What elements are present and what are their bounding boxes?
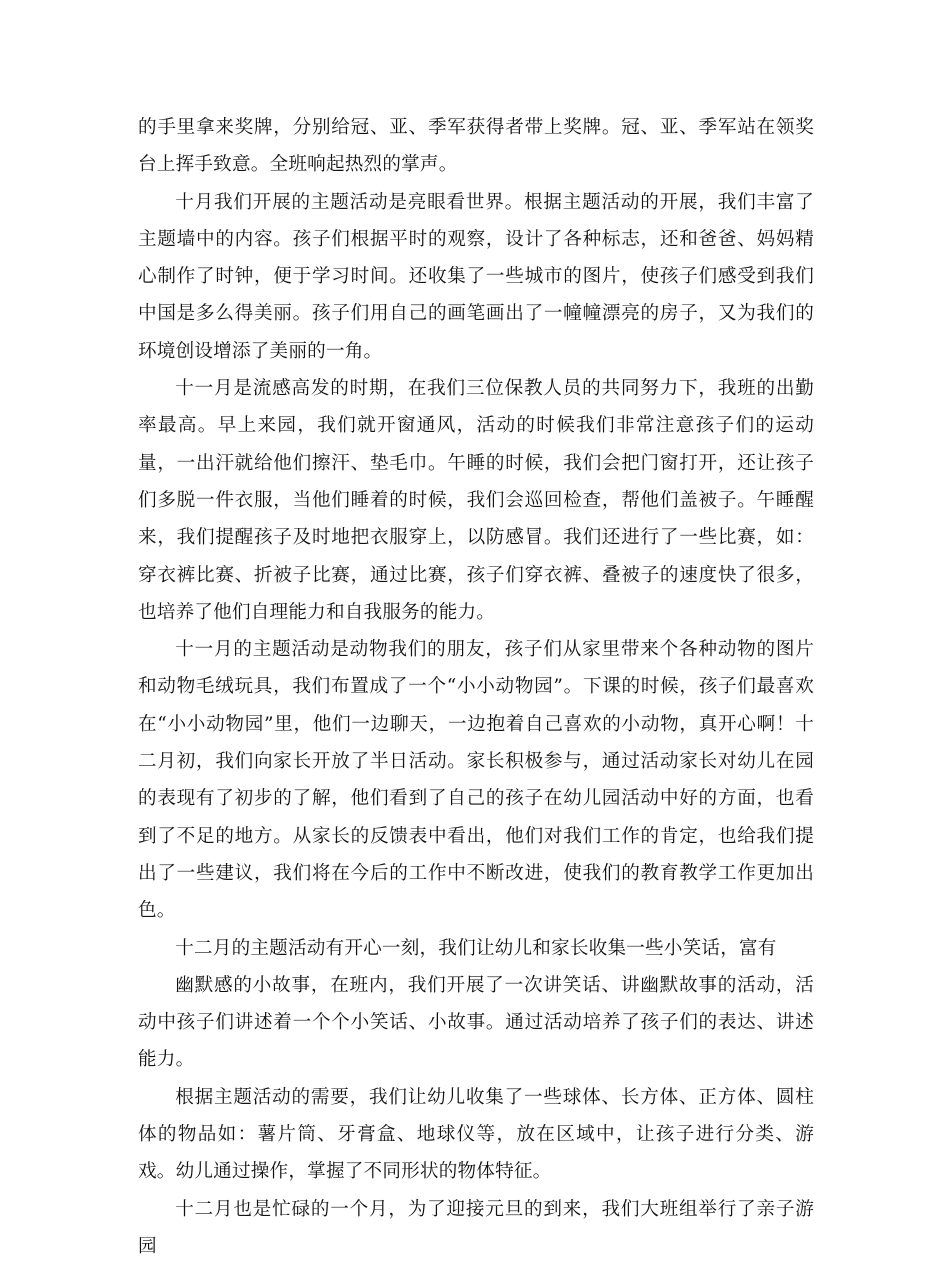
paragraph-december-stories: 幽默感的小故事，在班内，我们开展了一次讲笑话、讲幽默故事的活动，活动中孩子们讲述着一个个小笑话、小故事。通过活动培养了孩子们的表达、讲述能力。	[138, 974, 814, 1071]
document-body	[138, 109, 814, 1265]
paragraph-november-theme: 十一月的主题活动是动物我们的朋友，孩子们从家里带来个各种动物的图片和动物毛绒玩具，我们布置成了一个“小小动物园”。下课的时候，孩子们最喜欢在“小小动物园”里，他们一边聊天，一边抱着自己喜欢的小动物，真开心啊！十二月初，我们向家长开放了半日活动。家长积极参与，通过活动家长对幼儿在园的表现有了初步的了解，他们看到了自己的孩子在幼儿园活动中好的方面，也看到了不足的地方。从家长的反馈表中看出，他们对我们工作的肯定，也给我们提出了一些建议，我们将在今后的工作中不断改进，使我们的教育教学工作更加出色。	[138, 639, 814, 922]
paragraph-award-ceremony: 的手里拿来奖牌，分别给冠、亚、季军获得者带上奖牌。冠、亚、季军站在领奖台上挥手致意。全班响起热烈的掌声。	[138, 117, 814, 176]
paragraph-november-flu: 十一月是流感高发的时期，在我们三位保教人员的共同努力下，我班的出勤率最高。早上来园，我们就开窗通风，活动的时候我们非常注意孩子们的运动量，一出汗就给他们擦汗、垫毛巾。午睡的时候，我们会把门窗打开，还让孩子们多脱一件衣服，当他们睡着的时候，我们会巡回检查，帮他们盖被子。午睡醒来，我们提醒孩子及时地把衣服穿上，以防感冒。我们还进行了一些比赛，如：穿衣裤比赛、折被子比赛，通过比赛，孩子们穿衣裤、叠被子的速度快了很多，也培养了他们自理能力和自我服务的能力。	[138, 378, 814, 623]
paragraph-shapes-activity: 根据主题活动的需要，我们让幼儿收集了一些球体、长方体、正方体、圆柱体的物品如：薯片筒、牙膏盒、地球仪等，放在区域中，让孩子进行分类、游戏。幼儿通过操作，掌握了不同形状的物体特征。	[138, 1086, 814, 1183]
paragraph-december-theme: 十二月的主题活动有开心一刻，我们让幼儿和家长收集一些小笑话，富有	[175, 937, 777, 959]
paragraph-december-new-year: 十二月也是忙碌的一个月，为了迎接元旦的到来，我们大班组举行了亲子游园	[138, 1198, 814, 1257]
paragraph-october-theme: 十月我们开展的主题活动是亮眼看世界。根据主题活动的开展，我们丰富了主题墙中的内容。孩子们根据平时的观察，设计了各种标志，还和爸爸、妈妈精心制作了时钟，便于学习时间。还收集了一些城市的图片，使孩子们感受到我们中国是多么得美丽。孩子们用自己的画笔画出了一幢幢漂亮的房子，又为我们的环境创设增添了美丽的一角。	[138, 191, 814, 362]
